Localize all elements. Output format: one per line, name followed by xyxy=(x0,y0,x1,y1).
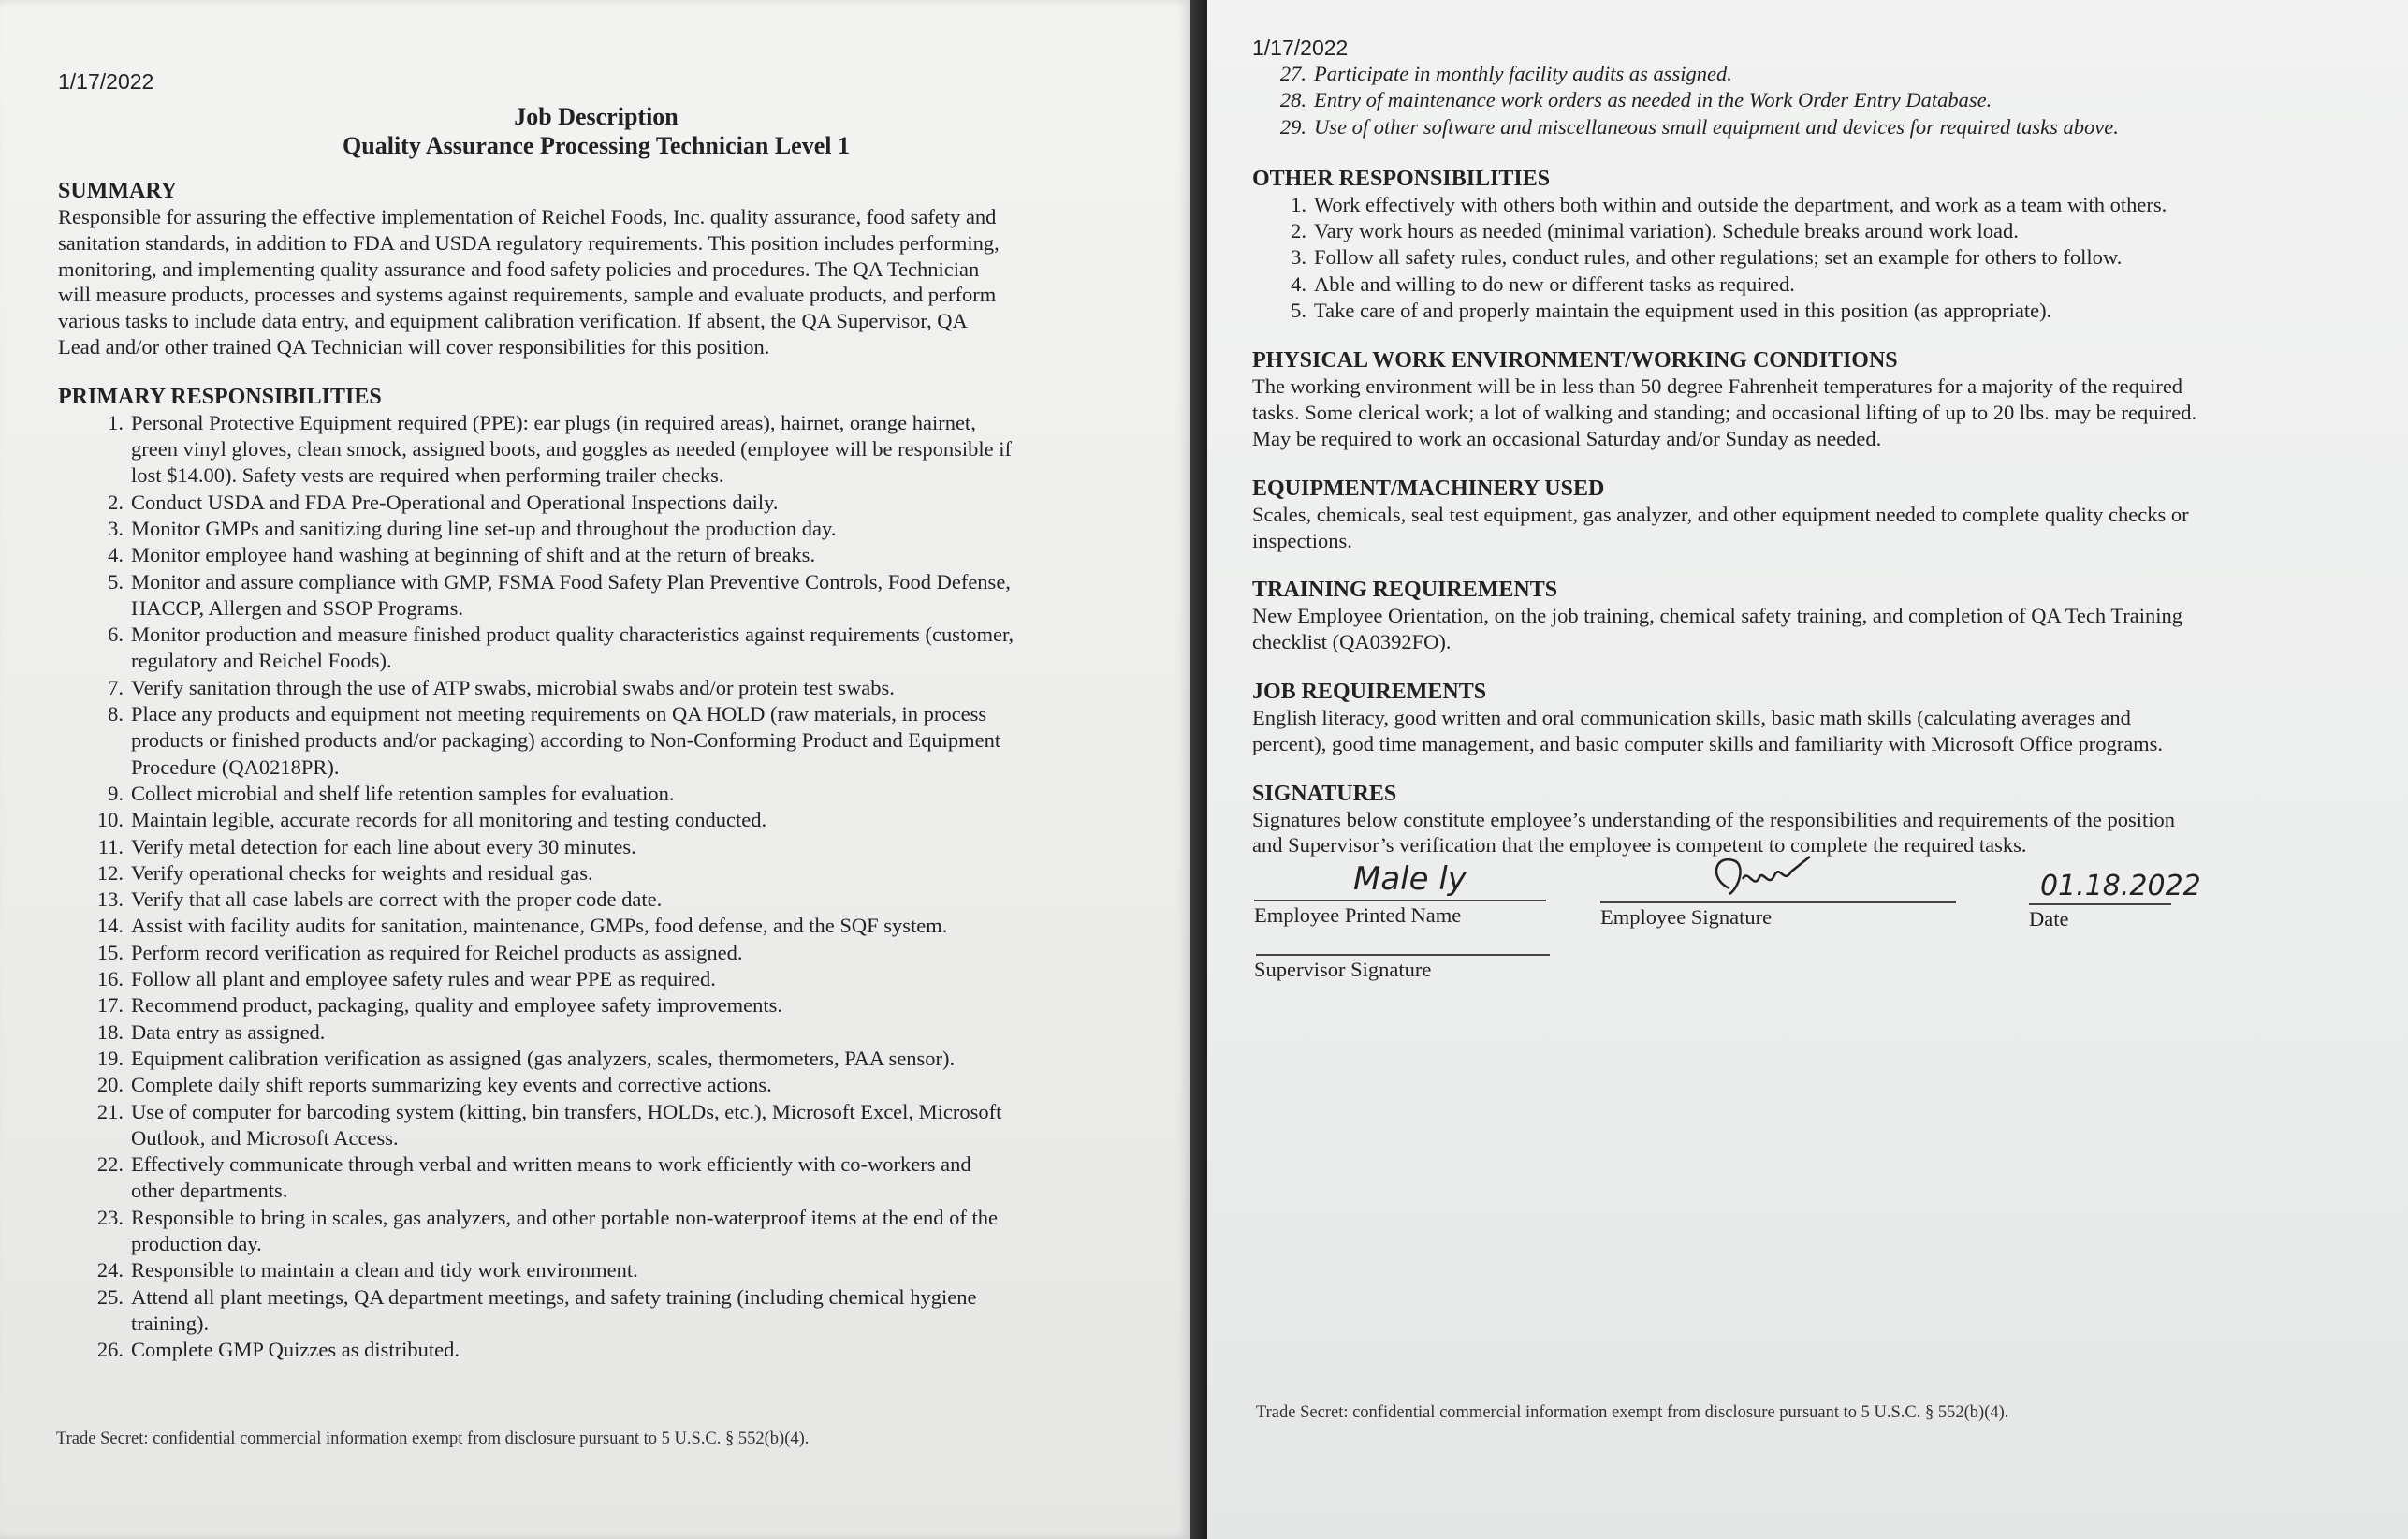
item-number: 4. xyxy=(1291,271,1306,296)
trade-secret-footer: Trade Secret: confidential commercial information exempt from disclosure pursuant to 5 U.S.C. § 552(b)(4). xyxy=(56,1429,810,1448)
training-section xyxy=(1252,578,2361,655)
item-text xyxy=(131,966,1134,992)
text-line: Verify that all case labels are correct with the proper code date. xyxy=(131,887,663,912)
text-line: Verify metal detection for each line about every 30 minutes. xyxy=(131,834,636,858)
item-text xyxy=(131,940,1134,966)
item-text xyxy=(131,701,1134,781)
item-text xyxy=(131,516,1134,542)
summary-heading: SUMMARY xyxy=(58,179,178,203)
item-text xyxy=(131,1151,1134,1205)
list-item xyxy=(58,1205,1134,1258)
item-text xyxy=(131,781,1134,807)
text-line: Monitor and assure compliance with GMP, FSMA Food Safety Plan Preventive Controls, Food Defense, xyxy=(131,569,1011,594)
equipment-text xyxy=(1252,502,2361,554)
text-line: Follow all plant and employee safety rules and wear PPE as required. xyxy=(131,967,716,991)
item-number: 16. xyxy=(96,967,124,991)
text-line: Use of computer for barcoding system (kitting, bin transfers, HOLDs, etc.), Microsoft Excel, Microsoft xyxy=(131,1099,1002,1123)
job-title-block xyxy=(58,102,1134,160)
employee-signature-label: Employee Signature xyxy=(1600,905,1773,930)
item-text xyxy=(131,992,1134,1019)
text-line: Responsible to maintain a clean and tidy work environment. xyxy=(131,1258,638,1282)
text-line: sanitation standards, in addition to FDA and USDA regulatory requirements. This position includes performing, xyxy=(58,230,1000,255)
item-text xyxy=(131,1019,1134,1046)
text-line: training). xyxy=(131,1311,210,1335)
job-requirements-section xyxy=(1252,680,2361,757)
item-text xyxy=(131,569,1134,623)
item-number: 5. xyxy=(108,569,124,594)
list-item xyxy=(1252,114,2361,140)
signatures-section xyxy=(1252,782,2361,1005)
document-date: 1/17/2022 xyxy=(58,69,154,94)
text-line: Conduct USDA and FDA Pre-Operational and Operational Inspections daily. xyxy=(131,490,779,514)
item-text: Participate in monthly facility audits as assigned. xyxy=(1314,62,1732,85)
date-label: Date xyxy=(2029,907,2069,931)
item-text xyxy=(131,1099,1134,1152)
trade-secret-footer: Trade Secret: confidential commercial information exempt from disclosure pursuant to 5 U.S.C. § 552(b)(4). xyxy=(1256,1403,2009,1422)
item-number: 11. xyxy=(97,834,124,858)
list-item xyxy=(58,622,1134,675)
primary-responsibilities-section xyxy=(58,385,1134,1364)
text-line: Scales, chemicals, seal test equipment, gas analyzer, and other equipment needed to complete quality checks or xyxy=(1252,502,2189,526)
list-item xyxy=(58,490,1134,516)
item-number: 26. xyxy=(96,1338,124,1362)
item-text: Able and willing to do new or different tasks as required. xyxy=(1314,271,1795,296)
job-description-heading: Job Description xyxy=(514,103,679,130)
list-item xyxy=(58,1072,1134,1098)
text-line: Attend all plant meetings, QA department meetings, and safety training (including chemical hygiene xyxy=(131,1284,977,1309)
text-line: Monitor production and measure finished product quality characteristics against requirements (customer, xyxy=(131,623,1014,647)
text-line: Responsible to bring in scales, gas analyzers, and other portable non-waterproof items at the end of the xyxy=(131,1205,998,1229)
equipment-section xyxy=(1252,476,2361,554)
item-number: 20. xyxy=(96,1073,124,1097)
list-item xyxy=(1252,87,2361,113)
item-number: 23. xyxy=(96,1205,124,1229)
item-number: 9. xyxy=(108,781,124,805)
signature-block xyxy=(1252,860,2361,1004)
item-text xyxy=(131,834,1134,860)
text-line: other departments. xyxy=(131,1179,288,1203)
text-line: lost $14.00). Safety vests are required when performing trailer checks. xyxy=(131,463,724,488)
item-number: 6. xyxy=(108,623,124,647)
list-item xyxy=(1252,192,2361,218)
other-responsibilities-list xyxy=(1252,192,2361,324)
text-line: Responsible for assuring the effective implementation of Reichel Foods, Inc. quality assurance, food safety and xyxy=(58,205,997,228)
item-number: 22. xyxy=(96,1152,124,1177)
physical-environment-section xyxy=(1252,348,2361,451)
job-requirements-heading: JOB REQUIREMENTS xyxy=(1252,679,1487,704)
summary-text xyxy=(58,204,1134,360)
item-text xyxy=(131,542,1134,568)
document-date: 1/17/2022 xyxy=(1252,36,1349,60)
item-number: 5. xyxy=(1291,299,1306,323)
list-item xyxy=(58,1337,1134,1363)
text-line: Maintain legible, accurate records for all monitoring and testing conducted. xyxy=(131,808,767,832)
job-requirements-text xyxy=(1252,705,2361,757)
text-line: monitoring, and implementing quality assurance and food safety policies and procedures. The QA Technician xyxy=(58,256,980,281)
item-text xyxy=(131,1046,1134,1072)
list-item xyxy=(58,860,1134,887)
list-item xyxy=(58,940,1134,966)
list-item xyxy=(58,807,1134,833)
item-number: 15. xyxy=(96,940,124,964)
item-text xyxy=(131,1072,1134,1098)
text-line: The working environment will be in less than 50 degree Fahrenheit temperatures for a majority of the required xyxy=(1252,374,2183,399)
document-page-right xyxy=(1207,0,2408,1539)
continued-responsibilities-list xyxy=(1252,61,2361,140)
training-heading: TRAINING REQUIREMENTS xyxy=(1252,578,1558,603)
text-line: Verify operational checks for weights and residual gas. xyxy=(131,860,593,885)
item-text xyxy=(131,622,1134,675)
list-item xyxy=(58,1099,1134,1152)
job-title: Quality Assurance Processing Technician Level 1 xyxy=(343,132,850,159)
text-line: Collect microbial and shelf life retention samples for evaluation. xyxy=(131,781,675,805)
text-line: Complete daily shift reports summarizing key events and corrective actions. xyxy=(131,1073,772,1097)
item-text xyxy=(131,1257,1134,1283)
list-item xyxy=(1252,61,2361,87)
text-line: various tasks to include data entry, and equipment calibration verification. If absent, the QA Supervisor, QA xyxy=(58,309,968,333)
text-line: English literacy, good written and oral communication skills, basic math skills (calculating averages and xyxy=(1252,705,2131,729)
item-text xyxy=(131,490,1134,516)
list-item xyxy=(58,781,1134,807)
item-number: 2. xyxy=(108,490,124,514)
item-text: Take care of and properly maintain the equipment used in this position (as appropriate). xyxy=(1314,299,2052,323)
list-item xyxy=(58,1257,1134,1283)
list-item xyxy=(58,1284,1134,1338)
item-number: 2. xyxy=(1291,219,1306,243)
primary-responsibilities-list xyxy=(58,410,1134,1364)
text-line: and Supervisor’s verification that the employee is competent to complete the required tasks. xyxy=(1252,833,2027,857)
list-item xyxy=(58,887,1134,913)
item-text xyxy=(131,1337,1134,1363)
item-text: Vary work hours as needed (minimal variation). Schedule breaks around work load. xyxy=(1314,219,2019,243)
item-text: Follow all safety rules, conduct rules, and other regulations; set an example for others to follow. xyxy=(1314,245,2123,270)
list-item xyxy=(58,569,1134,623)
text-line: percent), good time management, and basic computer skills and familiarity with Microsoft Office programs. xyxy=(1252,731,2164,755)
item-number: 3. xyxy=(108,516,124,540)
item-text: Use of other software and miscellaneous small equipment and devices for required tasks above. xyxy=(1314,114,2119,139)
text-line: HACCP, Allergen and SSOP Programs. xyxy=(131,595,464,620)
item-text xyxy=(131,807,1134,833)
text-line: Recommend product, packaging, quality and employee safety improvements. xyxy=(131,993,783,1018)
list-item xyxy=(1252,244,2361,271)
signatures-heading: SIGNATURES xyxy=(1252,781,1397,806)
employee-printed-name-line[interactable] xyxy=(1254,900,1546,901)
text-line: Procedure (QA0218PR). xyxy=(131,755,340,779)
text-line: Lead and/or other trained QA Technician will cover responsibilities for this position. xyxy=(58,334,770,359)
item-number: 12. xyxy=(96,860,124,885)
supervisor-signature-label: Supervisor Signature xyxy=(1254,958,1432,982)
text-line: will measure products, processes and systems against requirements, sample and evaluate products, and perform xyxy=(58,283,997,307)
other-responsibilities-section xyxy=(1252,167,2361,324)
text-line: May be required to work an occasional Saturday and/or Sunday as needed. xyxy=(1252,426,1882,450)
text-line: production day. xyxy=(131,1231,262,1255)
item-number: 18. xyxy=(96,1019,124,1044)
item-number: 14. xyxy=(96,914,124,938)
item-text xyxy=(131,675,1134,701)
list-item xyxy=(58,834,1134,860)
other-responsibilities-heading: OTHER RESPONSIBILITIES xyxy=(1252,166,1551,191)
item-number: 21. xyxy=(96,1099,124,1123)
list-item xyxy=(58,992,1134,1019)
item-number: 13. xyxy=(96,887,124,912)
list-item xyxy=(58,913,1134,939)
list-item xyxy=(58,701,1134,781)
item-number: 27. xyxy=(1279,62,1306,85)
list-item xyxy=(58,1019,1134,1046)
item-number: 8. xyxy=(108,702,124,726)
item-number: 17. xyxy=(96,993,124,1018)
employee-signature-line[interactable] xyxy=(1600,901,1956,903)
summary-section xyxy=(58,179,1134,360)
item-number: 24. xyxy=(96,1258,124,1282)
item-number: 7. xyxy=(108,675,124,699)
text-line: Complete GMP Quizzes as distributed. xyxy=(131,1338,460,1362)
item-number: 1. xyxy=(108,410,124,434)
text-line: inspections. xyxy=(1252,528,1352,552)
list-item xyxy=(58,516,1134,542)
item-text: Entry of maintenance work orders as needed in the Work Order Entry Database. xyxy=(1314,88,1992,112)
text-line: Verify sanitation through the use of ATP swabs, microbial swabs and/or protein test swabs. xyxy=(131,675,895,699)
list-item xyxy=(58,542,1134,568)
item-number: 1. xyxy=(1291,192,1306,216)
item-number: 25. xyxy=(96,1284,124,1309)
list-item xyxy=(1252,218,2361,244)
employee-printed-name-handwriting: Male ly xyxy=(1353,860,1467,899)
text-line: Data entry as assigned. xyxy=(131,1019,326,1044)
text-line: regulatory and Reichel Foods). xyxy=(131,649,392,673)
employee-printed-name-label: Employee Printed Name xyxy=(1254,903,1462,928)
text-line: Equipment calibration verification as assigned (gas analyzers, scales, thermometers, PAA sensor). xyxy=(131,1046,956,1070)
text-line: New Employee Orientation, on the job training, chemical safety training, and completion of QA Tech Training xyxy=(1252,604,2183,628)
text-line: products or finished products and/or packaging) according to Non-Conforming Product and Equipment xyxy=(131,728,1001,753)
list-item xyxy=(58,410,1134,490)
date-handwriting: 01.18.2022 xyxy=(2040,870,2201,903)
physical-environment-heading: PHYSICAL WORK ENVIRONMENT/WORKING CONDITIONS xyxy=(1252,348,1898,374)
employee-signature-scribble xyxy=(1701,851,1823,907)
item-text xyxy=(131,410,1134,490)
item-number: 29. xyxy=(1279,114,1306,139)
text-line: Signatures below constitute employee’s understanding of the responsibilities and requirements of the position xyxy=(1252,807,2176,831)
text-line: Assist with facility audits for sanitation, maintenance, GMPs, food defense, and the SQF system. xyxy=(131,914,948,938)
training-text xyxy=(1252,603,2361,655)
text-line: Monitor employee hand washing at beginning of shift and at the return of breaks. xyxy=(131,543,816,567)
text-line: Perform record verification as required for Reichel products as assigned. xyxy=(131,940,743,964)
text-line: Personal Protective Equipment required (PPE): ear plugs (in required areas), hairnet, orange hairnet, xyxy=(131,410,976,434)
item-text xyxy=(131,1284,1134,1338)
item-text xyxy=(131,1205,1134,1258)
list-item xyxy=(1252,298,2361,324)
text-line: green vinyl gloves, clean smock, assigned boots, and goggles as needed (employee will be responsible if xyxy=(131,437,1013,462)
text-line: Place any products and equipment not meeting requirements on QA HOLD (raw materials, in process xyxy=(131,702,987,726)
item-number: 10. xyxy=(96,808,124,832)
document-page-left xyxy=(0,0,1190,1539)
text-line: Effectively communicate through verbal and written means to work efficiently with co-workers and xyxy=(131,1152,971,1177)
item-number: 3. xyxy=(1291,245,1306,270)
list-item xyxy=(58,966,1134,992)
primary-responsibilities-heading: PRIMARY RESPONSIBILITIES xyxy=(58,384,382,409)
item-text: Work effectively with others both within and outside the department, and work as a team with others. xyxy=(1314,192,2167,216)
equipment-heading: EQUIPMENT/MACHINERY USED xyxy=(1252,476,1605,501)
text-line: tasks. Some clerical work; a lot of walking and standing; and occasional lifting of up to 20 lbs. may be required. xyxy=(1252,401,2197,425)
item-text xyxy=(131,860,1134,887)
list-item xyxy=(58,1151,1134,1205)
item-number: 28. xyxy=(1279,88,1306,112)
list-item xyxy=(58,675,1134,701)
page-gap xyxy=(1190,0,1207,1539)
physical-environment-text xyxy=(1252,374,2361,451)
text-line: Outlook, and Microsoft Access. xyxy=(131,1125,399,1150)
list-item xyxy=(1252,271,2361,298)
text-line: Monitor GMPs and sanitizing during line set-up and throughout the production day. xyxy=(131,516,837,540)
supervisor-signature-line[interactable] xyxy=(1256,954,1550,956)
item-number: 4. xyxy=(108,543,124,567)
item-text xyxy=(131,913,1134,939)
item-number: 19. xyxy=(96,1046,124,1070)
date-line[interactable] xyxy=(2029,903,2171,905)
item-text xyxy=(131,887,1134,913)
text-line: checklist (QA0392FO). xyxy=(1252,630,1452,654)
list-item xyxy=(58,1046,1134,1072)
